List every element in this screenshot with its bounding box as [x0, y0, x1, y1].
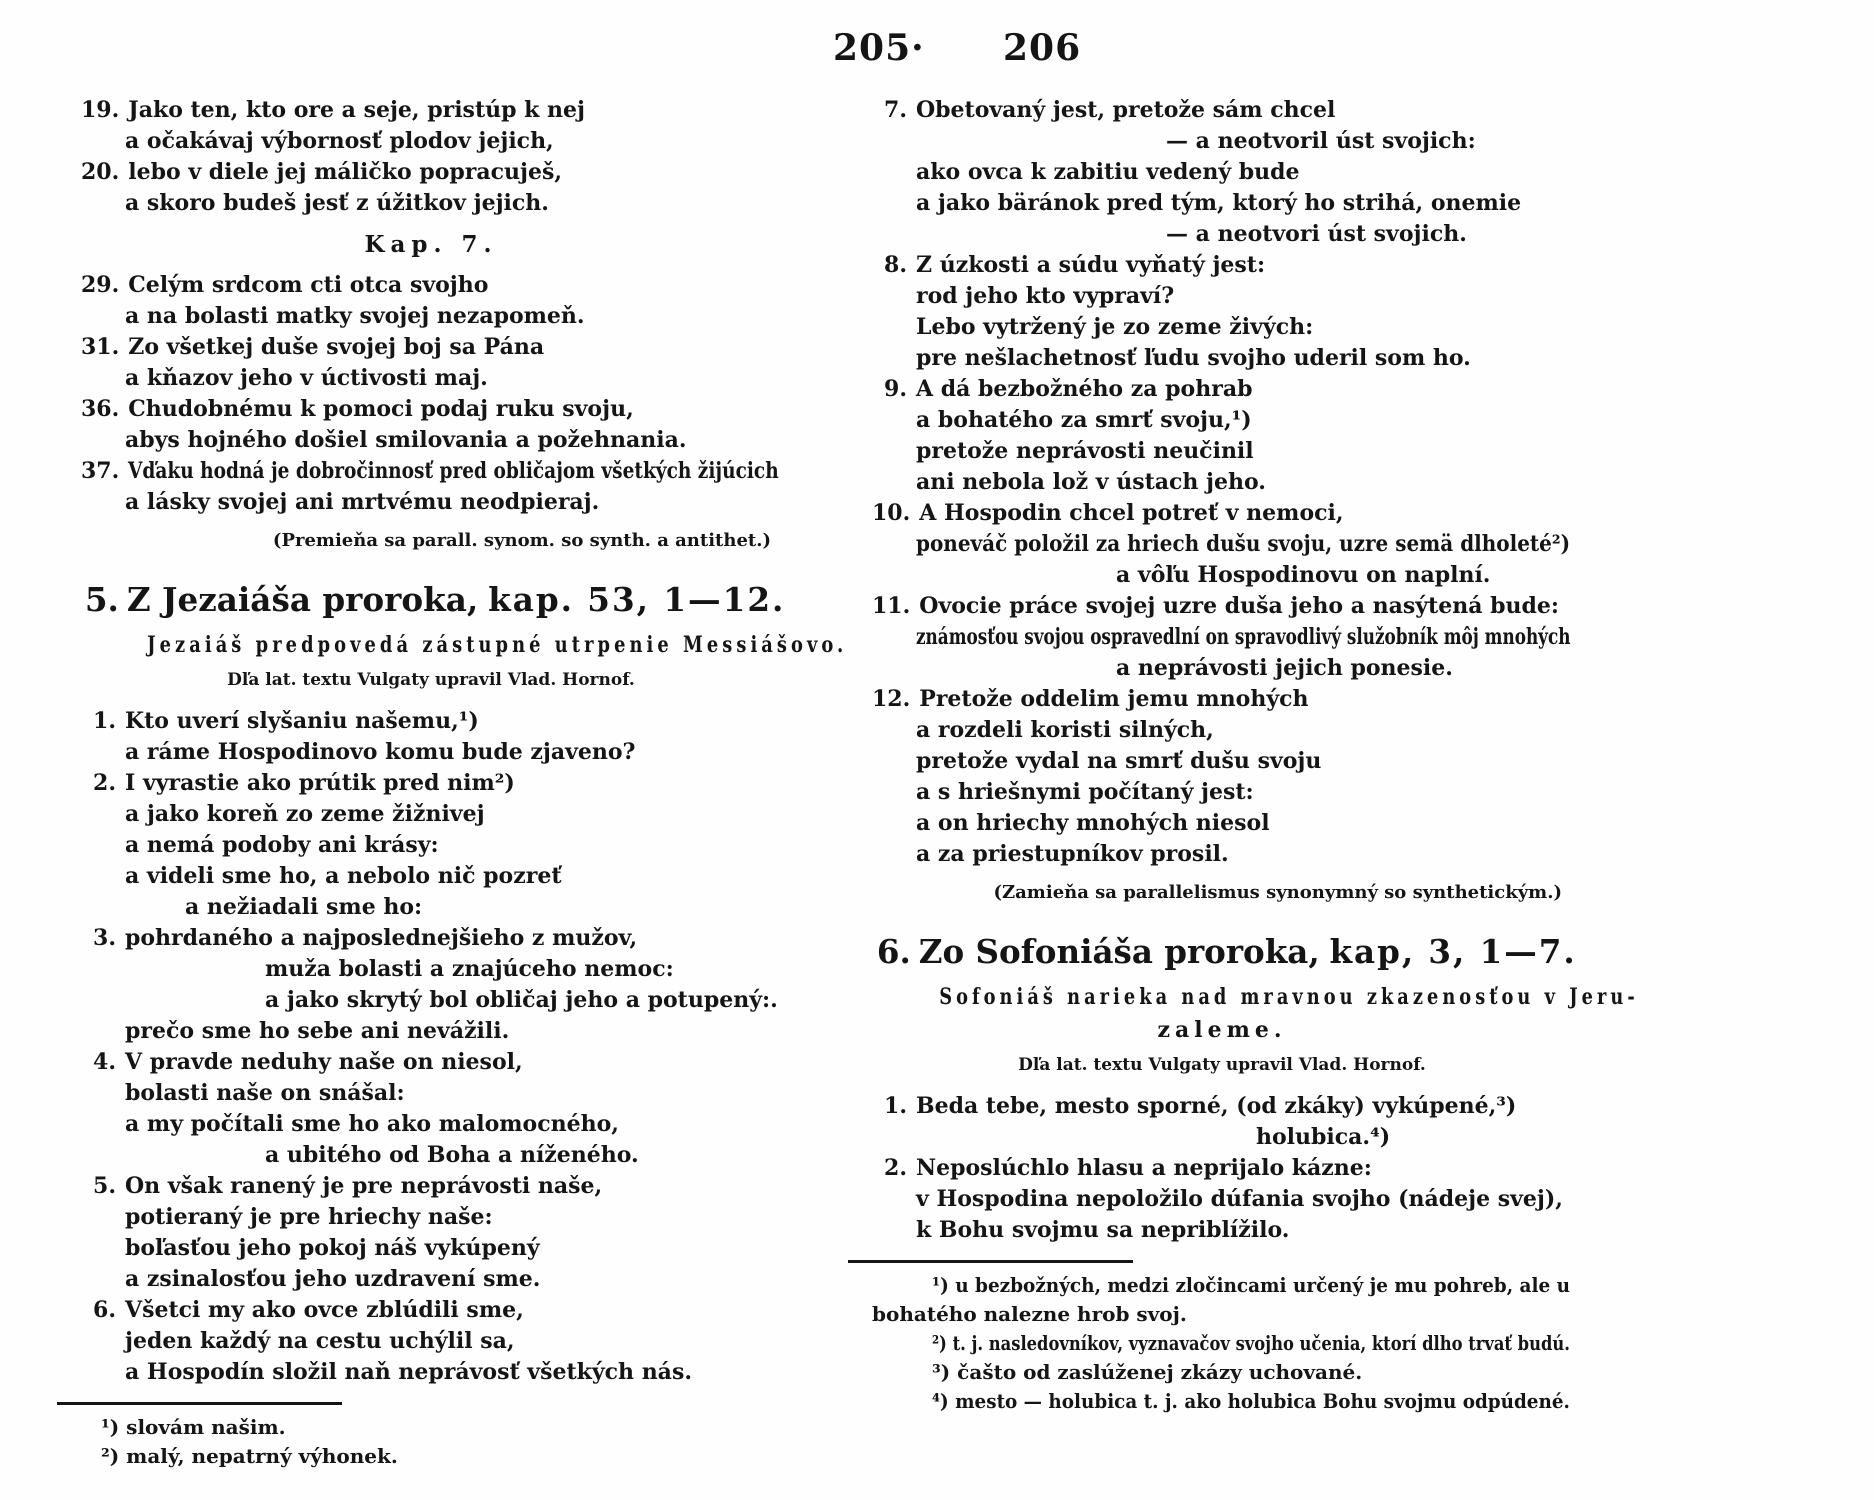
verse-text: Zo všetkej duše svojej boj sa Pána — [128, 334, 545, 360]
footnote-rule — [57, 1402, 342, 1405]
verse-text: známosťou svojou ospravedlní on spravodlivý služobník môj mnohých — [916, 624, 1571, 650]
verse-line — [81, 830, 781, 861]
verse-line — [81, 188, 781, 219]
verse-text: rod jeho kto vypraví? — [916, 283, 1175, 309]
verse-line — [872, 405, 1572, 436]
verse-text: A Hospodin chcel potreť v nemoci, — [919, 500, 1344, 526]
verse-number: 20. — [81, 159, 120, 185]
verse-number: 1. — [93, 708, 116, 734]
verse-line — [81, 985, 781, 1016]
verse-line — [81, 737, 781, 768]
verse-number: 37. — [81, 458, 120, 484]
verse-line — [872, 312, 1572, 343]
section-heading — [876, 931, 1577, 973]
right-column — [872, 95, 1639, 1416]
verse-text: Kto uverí slyšaniu našemu,¹) — [125, 708, 479, 734]
verse-text: Celým srdcom cti otca svojho — [128, 272, 489, 298]
verse-line — [81, 332, 781, 363]
verse-line — [872, 746, 1572, 777]
footnote-text: ¹) slovám našim. — [101, 1415, 286, 1439]
verse-line — [872, 126, 1572, 157]
verse-text: a za priestupníkov prosil. — [916, 841, 1229, 867]
verse-line — [81, 768, 781, 799]
verse-text: a on hriechy mnohých niesol — [916, 810, 1270, 836]
verse-number: 5. — [93, 1173, 116, 1199]
verse-text: a nemá podoby ani krásy: — [125, 832, 439, 858]
verse-line — [872, 281, 1572, 312]
verse-text: Jako ten, kto ore a seje, pristúp k nej — [128, 97, 585, 123]
verse-line — [872, 343, 1572, 374]
footnote-text: ³) čašto od zaslúženej zkázy uchované. — [932, 1360, 1363, 1384]
section-subtitle: Sofoniáš narieka nad mravnou zkazenosťou v Jeru- — [939, 984, 1639, 1010]
page-number-left: 205· — [833, 27, 925, 69]
parallelism-note: (Premieňa sa parall. synom. so synth. a antithet.) — [272, 530, 771, 551]
verse-number: 11. — [872, 593, 911, 619]
verse-line — [872, 1215, 1572, 1246]
verse-text: Chudobnému k pomoci podaj ruku svoju, — [128, 396, 634, 422]
footnote-text: ¹) u bezbožných, medzi zločincami určený je mu pohreb, ale u — [932, 1273, 1571, 1297]
verse-line — [81, 363, 781, 394]
footnote-line — [872, 1271, 1572, 1300]
footnote-text: ⁴) mesto — holubica t. j. ako holubica Bohu svojmu odpúdené. — [932, 1389, 1570, 1413]
verse-line — [81, 892, 781, 923]
verse-line — [872, 560, 1572, 591]
verse-line — [81, 1357, 781, 1388]
verse-text: k Bohu svojmu sa nepriblížilo. — [916, 1217, 1290, 1243]
section-title: Z Jezaiáša proroka, — [126, 580, 479, 619]
verse-line — [872, 498, 1572, 529]
verse-line — [872, 219, 1572, 250]
verse-text: Neposlúchlo hlasu a neprijalo kázne: — [916, 1155, 1372, 1181]
verse-text: Ovocie práce svojej uzre duša jeho a nasýtená bude: — [919, 593, 1559, 619]
verse-number: 9. — [884, 376, 907, 402]
verse-number: 1. — [884, 1093, 907, 1119]
credit-line: Dľa lat. textu Vulgaty upravil Vlad. Hornof. — [1018, 1055, 1426, 1075]
verse-line — [81, 1202, 781, 1233]
verse-text: a skoro budeš jesť z úžitkov jejich. — [125, 190, 549, 216]
verse-text: a na bolasti matky svojej nezapomeň. — [125, 303, 585, 329]
verse-line — [81, 1233, 781, 1264]
verse-number: 8. — [884, 252, 907, 278]
footnote-rule — [848, 1260, 1133, 1263]
verse-line — [81, 270, 781, 301]
verse-text: — a neotvoril úst svojich: — [1166, 128, 1476, 154]
verse-text: abys hojného došiel smilovania a požehnania. — [125, 427, 687, 453]
verse-text: pretože vydal na smrť dušu svoju — [916, 748, 1322, 774]
verse-text: jeden každý na cestu uchýlil sa, — [125, 1328, 515, 1354]
verse-line — [872, 622, 1572, 653]
verse-line — [872, 715, 1572, 746]
left-column — [81, 95, 848, 1471]
verse-number: 7. — [884, 97, 907, 123]
section-ref: kap, 3, 1—7. — [1329, 932, 1577, 971]
verse-text: pre nešlachetnosť ľudu svojho uderil som ho. — [916, 345, 1471, 371]
verse-line — [81, 799, 781, 830]
verse-text: a zsinalosťou jeho uzdravení sme. — [125, 1266, 541, 1292]
verse-text: a nežiadali sme ho: — [185, 894, 423, 920]
verse-line — [81, 861, 781, 892]
verse-text: a jako skrytý bol obličaj jeho a potupený:. — [265, 987, 778, 1013]
verse-text: pretože neprávosti neučinil — [916, 438, 1254, 464]
verse-line — [872, 436, 1572, 467]
verse-text: a ráme Hospodinovo komu bude zjaveno? — [125, 739, 636, 765]
verse-line — [81, 425, 781, 456]
verse-line — [872, 157, 1572, 188]
verse-line — [872, 529, 1572, 560]
footnote-line — [872, 1329, 1572, 1358]
verse-line — [81, 394, 781, 425]
section-title: Zo Sofoniáša proroka, — [918, 932, 1320, 971]
verse-line — [872, 1153, 1572, 1184]
page-number-right: 206 — [1003, 27, 1082, 69]
verse-line — [81, 487, 781, 518]
verse-text: a jako bäránok pred tým, ktorý ho strihá, onemie — [916, 190, 1522, 216]
verse-text: — a neotvori úst svojich. — [1166, 221, 1467, 247]
verse-line — [872, 591, 1572, 622]
verse-number: 2. — [884, 1155, 907, 1181]
footnote-line — [872, 1387, 1572, 1416]
verse-text: a kňazov jeho v úctivosti maj. — [125, 365, 488, 391]
verse-text: a neprávosti jejich ponesie. — [1116, 655, 1453, 681]
verse-line — [81, 1016, 781, 1047]
verse-line — [872, 95, 1572, 126]
verse-text: Z úzkosti a súdu vyňatý jest: — [916, 252, 1266, 278]
verse-text: a lásky svojej ani mrtvému neodpieraj. — [125, 489, 600, 515]
verse-line — [872, 839, 1572, 870]
verse-text: Beda tebe, mesto sporné, (od zkáky) vykúpené,³) — [916, 1093, 1517, 1119]
verse-text: a bohatého za smrť svoju,¹) — [916, 407, 1252, 433]
verse-number: 12. — [872, 686, 911, 712]
verse-text: holubica.⁴) — [1256, 1124, 1391, 1150]
verse-line — [872, 684, 1572, 715]
verse-line — [81, 954, 781, 985]
verse-text: a jako koreň zo zeme žižnivej — [125, 801, 485, 827]
verse-text: Vďaku hodná je dobročinnosť pred obličajom všetkých žijúcich — [128, 458, 779, 484]
verse-text: V pravde neduhy naše on niesol, — [125, 1049, 523, 1075]
verse-text: a rozdeli koristi silných, — [916, 717, 1214, 743]
verse-text: On však ranený je pre neprávosti naše, — [125, 1173, 603, 1199]
section-subtitle: Jezaiáš predpovedá zástupné utrpenie Messiášovo. — [147, 632, 848, 658]
verse-number: 31. — [81, 334, 120, 360]
verse-text: boľasťou jeho pokoj náš vykúpený — [125, 1235, 540, 1261]
footnote-text: ²) t. j. nasledovníkov, vyznavačov svojho učenia, ktorí dlho trvať budú. — [932, 1331, 1570, 1355]
verse-line — [872, 1122, 1572, 1153]
verse-line — [81, 1140, 781, 1171]
section-number: 5. — [84, 580, 119, 619]
footnote-line — [81, 1442, 781, 1471]
section-heading — [84, 579, 786, 621]
section-subtitle: zaleme. — [1157, 1017, 1287, 1043]
verse-text: Pretože oddelim jemu mnohých — [919, 686, 1309, 712]
verse-text: a Hospodín složil naň neprávosť všetkých nás. — [125, 1359, 692, 1385]
verse-line — [81, 1295, 781, 1326]
verse-text: a videli sme ho, a nebolo nič pozreť — [125, 863, 562, 889]
verse-line — [81, 1264, 781, 1295]
verse-text: lebo v diele jej máličko popracuješ, — [128, 159, 563, 185]
verse-number: 3. — [93, 925, 116, 951]
parallelism-note: (Zamieňa sa parallelismus synonymný so synthetickým.) — [993, 882, 1562, 903]
verse-line — [872, 1091, 1572, 1122]
verse-number: 36. — [81, 396, 120, 422]
verse-line — [872, 653, 1572, 684]
verse-text: Všetci my ako ovce zblúdili sme, — [125, 1297, 524, 1323]
footnote-line — [872, 1300, 1572, 1329]
verse-line — [81, 126, 781, 157]
verse-line — [872, 808, 1572, 839]
section-number: 6. — [876, 932, 911, 971]
verse-text: Obetovaný jest, pretože sám chcel — [916, 97, 1336, 123]
footnote-line — [81, 1413, 781, 1442]
verse-number: 2. — [93, 770, 116, 796]
verse-text: v Hospodina nepoložilo dúfania svojho (nádeje svej), — [916, 1186, 1563, 1212]
verse-number: 10. — [872, 500, 911, 526]
verse-number: 4. — [93, 1049, 116, 1075]
verse-number: 19. — [81, 97, 120, 123]
verse-text: muža bolasti a znajúceho nemoc: — [265, 956, 674, 982]
verse-text: ako ovca k zabitiu vedený bude — [916, 159, 1300, 185]
verse-line — [81, 1109, 781, 1140]
footnote-text: bohatého nalezne hrob svoj. — [872, 1302, 1187, 1326]
verse-number: 29. — [81, 272, 120, 298]
footnote-text: ²) malý, nepatrný výhonek. — [101, 1444, 398, 1468]
verse-line — [81, 157, 781, 188]
verse-line — [81, 95, 781, 126]
verse-line — [81, 456, 781, 487]
chapter-heading: Kap. 7. — [364, 231, 498, 258]
verse-text: Lebo vytržený je zo zeme živých: — [916, 314, 1314, 340]
verse-line — [81, 1078, 781, 1109]
verse-number: 6. — [93, 1297, 116, 1323]
credit-line: Dľa lat. textu Vulgaty upravil Vlad. Hornof. — [227, 670, 635, 690]
verse-text: potieraný je pre hriechy naše: — [125, 1204, 493, 1230]
verse-text: a my počítali sme ho ako malomocného, — [125, 1111, 619, 1137]
verse-text: bolasti naše on snášal: — [125, 1080, 405, 1106]
verse-line — [872, 250, 1572, 281]
verse-text: prečo sme ho sebe ani nevážili. — [125, 1018, 510, 1044]
footnote-line — [872, 1358, 1572, 1387]
verse-line — [872, 467, 1572, 498]
verse-line — [81, 923, 781, 954]
verse-text: poneváč položil za hriech dušu svoju, uzre semä dlholeté²) — [916, 531, 1571, 557]
verse-line — [872, 777, 1572, 808]
verse-text: ani nebola lož v ústach jeho. — [916, 469, 1266, 495]
verse-line — [81, 706, 781, 737]
verse-text: I vyrastie ako prútik pred nim²) — [125, 770, 515, 796]
verse-line — [81, 301, 781, 332]
verse-text: a očakávaj výbornosť plodov jejich, — [125, 128, 554, 154]
verse-line — [81, 1171, 781, 1202]
verse-text: A dá bezbožného za pohrab — [916, 376, 1253, 402]
verse-text: pohrdaného a najposlednejšieho z mužov, — [125, 925, 638, 951]
verse-line — [81, 1326, 781, 1357]
section-ref: kap. 53, 1—12. — [488, 580, 786, 619]
verse-line — [81, 1047, 781, 1078]
verse-text: a vôľu Hospodinovu on naplní. — [1116, 562, 1491, 588]
verse-line — [872, 188, 1572, 219]
verse-line — [872, 1184, 1572, 1215]
verse-line — [872, 374, 1572, 405]
verse-text: a ubitého od Boha a níženého. — [265, 1142, 639, 1168]
verse-text: a s hriešnymi počítaný jest: — [916, 779, 1254, 805]
